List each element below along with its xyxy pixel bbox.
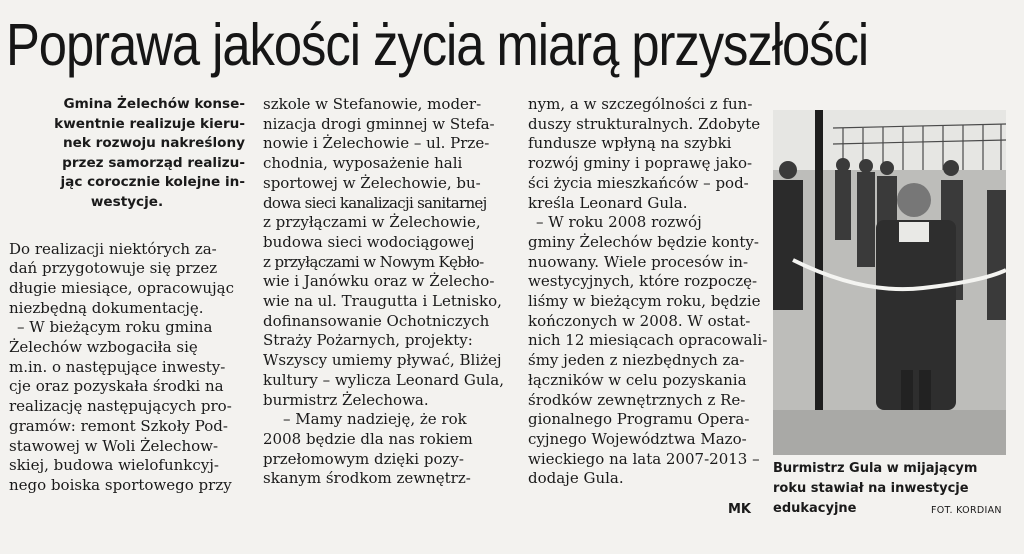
text-line: kreśla Leonard Gula. [528, 193, 688, 212]
text-line: dofinansowanie Ochotniczych [263, 311, 490, 330]
text-line: Straży Pożarnych, projekty: [263, 331, 473, 350]
text-line: szkole w Stefanowie, moder- [263, 95, 482, 113]
text-line: skanym środkom zewnętrz- [263, 469, 471, 488]
text-line: gramów: remont Szkoły Pod- [9, 416, 228, 435]
text-line: 2008 będzie dla nas rokiem [263, 429, 473, 448]
text-line: kończonych w 2008. W ostat- [528, 311, 751, 330]
text-line: stawowej w Woli Żelechow- [9, 436, 219, 455]
text-line: dań przygotowuje się przez [9, 259, 218, 278]
text-line: cyjnego Województwa Mazo- [528, 429, 747, 448]
photo-credit: FOT. KORDIAN [931, 505, 1002, 516]
text-line: skiej, budowa wielofunkcyj- [9, 456, 219, 475]
text-line: sportowej w Żelechowie, bu- [263, 173, 481, 192]
column-3 [528, 95, 768, 489]
text-line: duszy strukturalnych. Zdobyte [528, 114, 761, 133]
lead-line: nek rozwoju nakreślony [62, 135, 245, 152]
text-line: wie na ul. Traugutta i Letnisko, [263, 292, 502, 311]
text-line: burmistrz Żelechowa. [263, 390, 429, 409]
text-line: nizacja drogi gminnej w Stefa- [263, 114, 495, 133]
lead-line: przez samorząd realizu- [62, 154, 245, 171]
text-line: – Mamy nadzieję, że rok [283, 410, 467, 429]
text-line: ści życia mieszkańców – pod- [528, 173, 749, 192]
lead-line: kwentnie realizuje kieru- [54, 115, 245, 132]
text-line: wieckiego na lata 2007-2013 – [528, 449, 760, 468]
lead-line: Gmina Żelechów konse- [63, 96, 245, 112]
text-line: śmy jeden z niezbędnych za- [528, 351, 745, 370]
text-line: przełomowym dzięki pozy- [263, 449, 464, 468]
text-line: – W bieżącym roku gmina [17, 318, 213, 337]
text-line: liśmy w bieżącym roku, będzie [528, 292, 761, 311]
lead-line: westycje. [90, 193, 164, 210]
text-line: nym, a w szczególności z fun- [528, 95, 753, 113]
text-line: nich 12 miesiącach opracowali- [528, 331, 768, 350]
text-line: dowa sieci kanalizacji sanitarnej [263, 193, 487, 212]
text-line: wie i Janówku oraz w Żelecho- [263, 272, 495, 291]
text-line: długie miesiące, opracowując [9, 278, 234, 297]
text-line: środków zewnętrznych z Re- [528, 390, 746, 409]
lead-line: jąc corocznie kolejne in- [60, 174, 245, 191]
lead-paragraph [9, 95, 245, 213]
text-line: – W roku 2008 rozwój [536, 213, 702, 232]
text-line: nego boiska sportowego przy [9, 476, 232, 494]
caption-line: edukacyjne [773, 501, 857, 516]
text-line: Żelechów wzbogaciła się [9, 338, 198, 357]
ribbon-cutting-photo [773, 110, 1006, 455]
text-line: Do realizacji niektórych za- [9, 239, 217, 258]
text-line: cje oraz pozyskała środki na [9, 377, 224, 396]
body-text-col1 [9, 240, 245, 496]
text-line: westycyjnych, które rozpoczę- [528, 272, 758, 291]
text-line: budowa sieci wodociągowej [263, 232, 475, 251]
text-line: fundusze wpłyną na szybki [528, 134, 732, 153]
text-line: łączników w celu pozyskania [528, 370, 747, 389]
text-line: z przyłączami w Nowym Kębło- [263, 252, 484, 271]
column-2 [263, 95, 505, 489]
text-line: niezbędną dokumentację. [9, 298, 204, 317]
column-1 [9, 95, 245, 496]
author-signature: MK [728, 502, 752, 517]
text-line: nowie i Żelechowie – ul. Prze- [263, 134, 490, 153]
text-line: gionalnego Programu Opera- [528, 410, 750, 429]
text-line: chodnia, wyposażenie hali [263, 154, 463, 173]
caption-line: roku stawiał na inwestycje [773, 481, 969, 496]
text-line: kultury – wylicza Leonard Gula, [263, 370, 505, 389]
text-line: realizację następujących pro- [9, 397, 232, 416]
text-line: z przyłączami w Żelechowie, [263, 213, 481, 232]
text-line: dodaje Gula. [528, 469, 624, 488]
text-line: nuowany. Wiele procesów in- [528, 252, 749, 271]
headline: Poprawa jakości życia miarą przyszłości [6, 12, 869, 78]
text-line: rozwój gminy i poprawę jako- [528, 154, 753, 173]
text-line: Wszyscy umiemy pływać, Bliżej [263, 351, 502, 370]
text-line: m.in. o następujące inwesty- [9, 357, 226, 376]
text-line: gminy Żelechów będzie konty- [528, 232, 759, 251]
caption-line: Burmistrz Gula w mijającym [773, 461, 978, 476]
